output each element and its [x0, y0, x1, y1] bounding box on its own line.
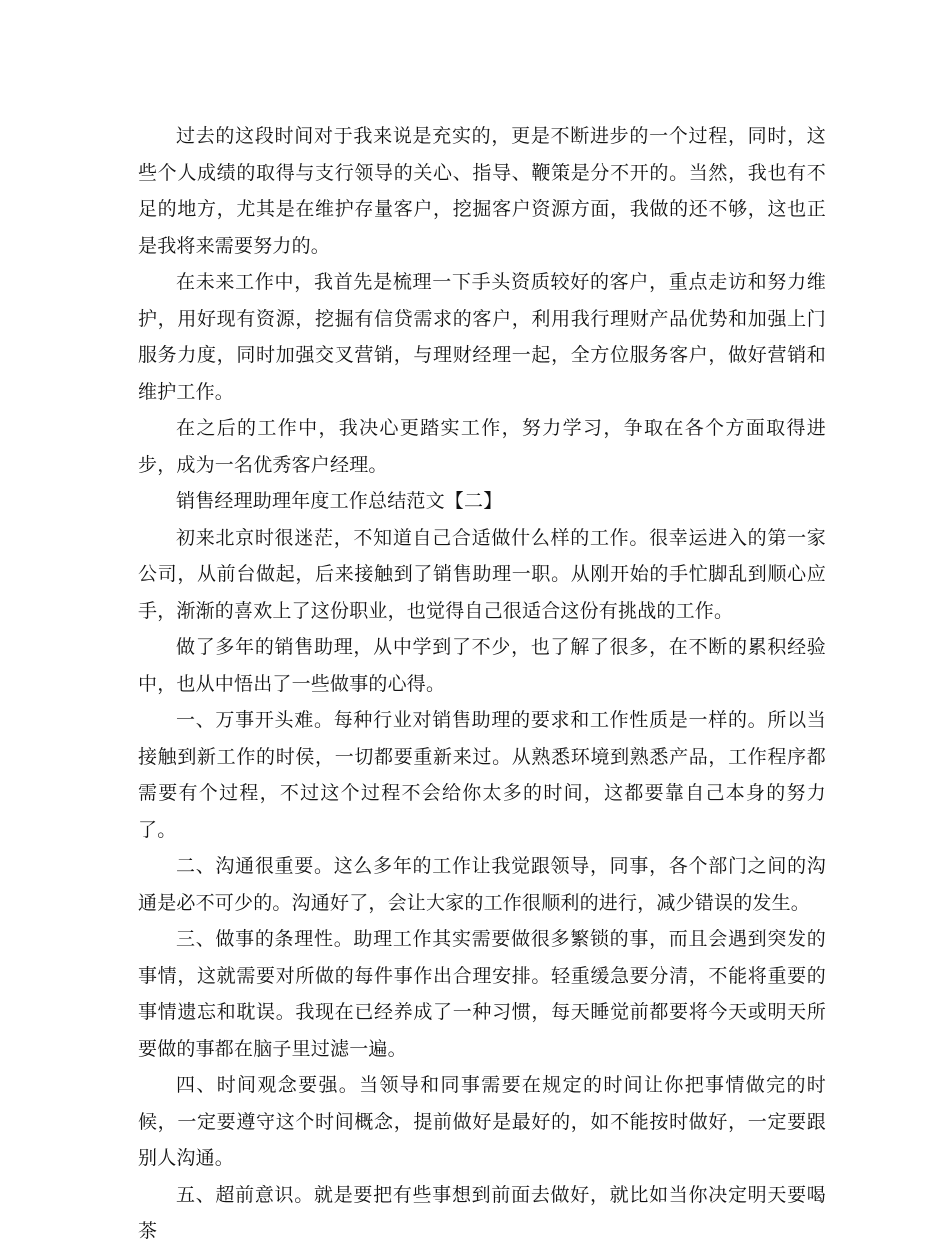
paragraph-point-four: 四、时间观念要强。当领导和同事需要在规定的时间让你把事情做完的时候，一定要遵守这个时间概念，提前做好是最好的，如不能按时做好，一定要跟别人沟通。 — [138, 1074, 826, 1169]
paragraph-point-two: 二、沟通很重要。这么多年的工作让我觉跟领导，同事，各个部门之间的沟通是必不可少的。沟通好了，会让大家的工作很顺利的进行，减少错误的发生。 — [138, 855, 826, 914]
paragraph-experience: 做了多年的销售助理，从中学到了不少，也了解了很多，在不断的累积经验中，也从中悟出了一些做事的心得。 — [138, 636, 826, 695]
paragraph-reflection: 过去的这段时间对于我来说是充实的，更是不断进步的一个过程，同时，这些个人成绩的取得与支行领导的关心、指导、鞭策是分不开的。当然，我也有不足的地方，尤其是在维护存量客户，挖掘客户资源方面，我做的还不够，这也正是我将来需要努力的。 — [138, 125, 826, 257]
paragraph-point-one: 一、万事开头难。每种行业对销售助理的要求和工作性质是一样的。所以当接触到新工作的时侯，一切都要重新来过。从熟悉环境到熟悉产品，工作程序都需要有个过程，不过这个过程不会给你太多的时间，这都要靠自己本身的努力了。 — [138, 709, 826, 841]
section-heading: 销售经理助理年度工作总结范文【二】 — [176, 490, 503, 512]
paragraph-beijing: 初来北京时很迷茫，不知道自己合适做什么样的工作。很幸运进入的第一家公司，从前台做起，后来接触到了销售助理一职。从刚开始的手忙脚乱到顺心应手，渐渐的喜欢上了这份职业，也觉得自己很适合这份有挑战的工作。 — [138, 526, 826, 622]
paragraph-point-three: 三、做事的条理性。助理工作其实需要做很多繁锁的事，而且会遇到突发的事情，这就需要对所做的每件事作出合理安排。轻重缓急要分清，不能将重要的事情遗忘和耽误。我现在已经养成了一种习惯，每天睡觉前都要将今天或明天所要做的事都在脑子里过滤一遍。 — [138, 928, 826, 1060]
paragraph-resolution: 在之后的工作中，我决心更踏实工作，努力学习，争取在各个方面取得进步，成为一名优秀客户经理。 — [138, 417, 826, 476]
paragraph-point-five: 五、超前意识。就是要把有些事想到前面去做好，就比如当你决定明天要喝茶 — [138, 1183, 826, 1242]
paragraph-future-work: 在未来工作中，我首先是梳理一下手头资质较好的客户，重点走访和努力维护，用好现有资源，挖掘有信贷需求的客户，利用我行理财产品优势和加强上门服务力度，同时加强交叉营销，与理财经理一起，全方位服务客户，做好营销和维护工作。 — [138, 271, 826, 403]
document-body — [138, 118, 826, 1250]
